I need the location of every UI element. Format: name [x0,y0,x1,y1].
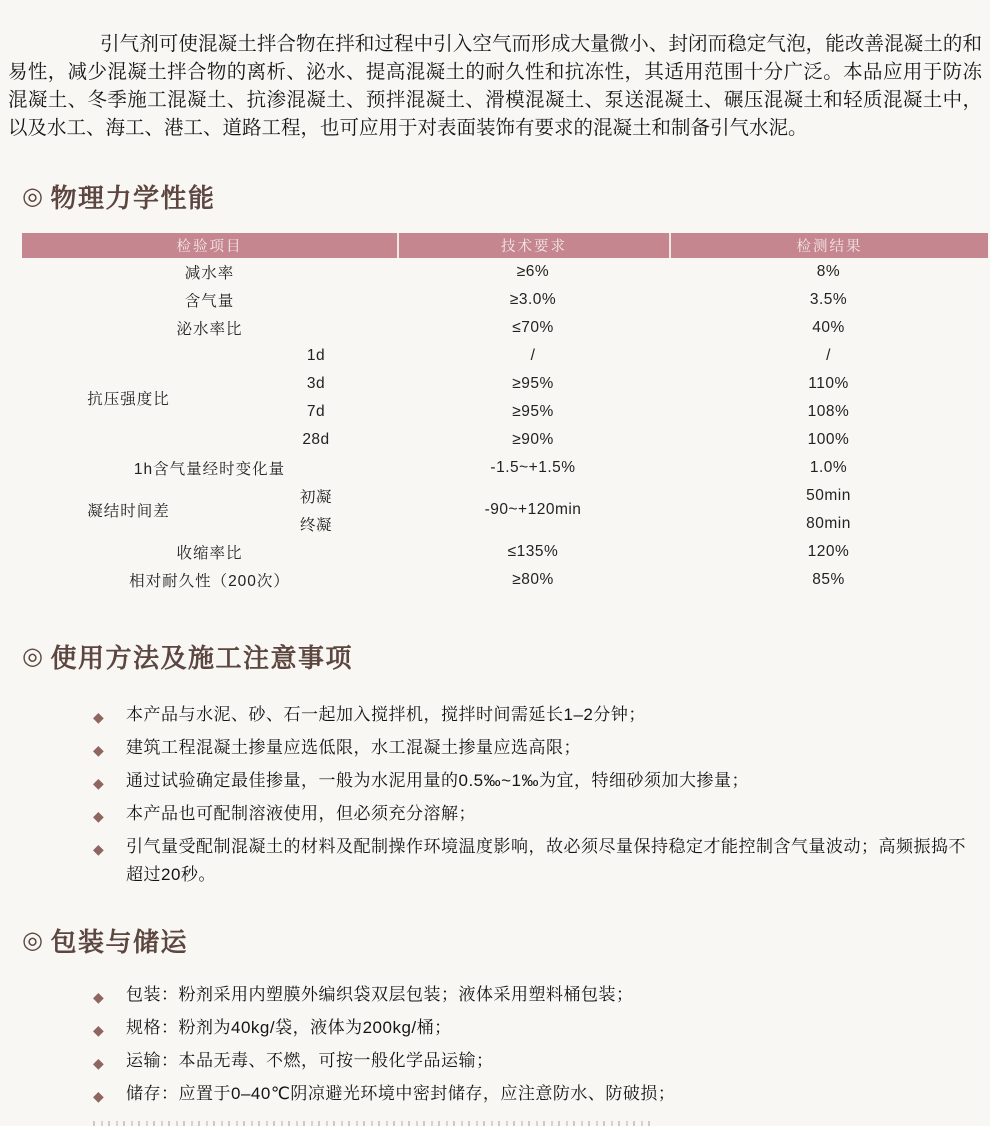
cell-result: 108% [807,403,850,420]
packaging-notes-list [8,979,982,1111]
cell-requirement: -1.5~+1.5% [490,459,576,476]
cell-requirement: ≥95% [512,375,554,392]
diamond-bullet-icon: ◆ [93,742,105,758]
diamond-bullet-icon: ◆ [93,808,105,824]
table-row-air-change-1h [22,454,988,482]
cell-result: 85% [812,571,845,588]
table-header-row [22,233,988,258]
table-row-setting-initial [22,482,988,510]
intro-paragraph: 引气剂可使混凝土拌合物在拌和过程中引入空气而形成大量微小、封闭而稳定气泡，能改善混凝土的和易性，减少混凝土拌合物的离析、泌水、提高混凝土的耐久性和抗冻性，其适用范围十分广泛。本品应用于防冻混凝土、冬季施工混凝土、抗渗混凝土、预拌混凝土、滑模混凝土、泵送混凝土、碾压混凝土和轻质混凝土中，以及水工、海工、港工、道路工程，也可应用于对表面装饰有要求的混凝土和制备引气水泥。 [8,33,982,139]
list-item-text: 包装：粉剂采用内塑膜外编织袋双层包装；液体采用塑料桶包装； [126,985,634,1004]
diamond-bullet-icon: ◆ [93,709,105,725]
usage-notes-list [8,699,982,892]
diamond-bullet-icon: ◆ [93,841,105,857]
cell-item: 相对耐久性（200次） [129,573,290,590]
cell-item: 减水率 [184,265,235,282]
cell-item: 含气量 [184,293,235,310]
section-marker-icon: ◎ [22,643,45,670]
diamond-bullet-icon: ◆ [93,775,105,791]
cell-item: 泌水率比 [176,321,243,338]
list-item [93,831,982,892]
cell-result: 100% [807,431,850,448]
cell-result: 8% [816,263,841,280]
diamond-bullet-icon: ◆ [93,1055,105,1071]
cell-result: 80min [806,515,851,532]
diamond-bullet-icon: ◆ [93,989,105,1005]
cell-requirement: / [530,347,536,364]
list-item-text: 本产品与水泥、砂、石一起加入搅拌机，搅拌时间需延长1–2分钟； [126,705,646,724]
cell-result: 3.5% [809,291,848,308]
table-row-shrinkage [22,538,988,566]
table-row-compressive-1d [22,342,988,370]
list-item-text: 运输：本品无毒、不燃，可按一般化学品运输； [126,1051,494,1070]
cell-age: 1d [306,347,326,364]
list-item-text: 储存：应置于0–40℃阴凉避光环境中密封储存，应注意防水、防破损； [126,1084,676,1103]
list-item [93,798,982,831]
list-item-text: 建筑工程混凝土掺量应选低限，水工混凝土掺量应选高限； [126,738,581,757]
table-row-bleeding-ratio [22,314,988,342]
diamond-bullet-icon: ◆ [93,1088,105,1104]
table-row-durability [22,566,988,594]
cell-age: 28d [302,431,330,448]
cell-result: 110% [808,375,849,392]
cell-requirement: ≥90% [512,431,554,448]
list-item [93,1078,982,1111]
performance-table [22,233,988,594]
section-title-physical [22,178,982,215]
header-cell-item: 检验项目 [22,233,397,258]
section-marker-icon: ◎ [22,183,45,210]
cell-requirement: ≥6% [516,263,550,280]
list-item-text: 引气量受配制混凝土的材料及配制操作环境温度影响，故必须尽量保持稳定才能控制含气量波动；高频振捣不超过20秒。 [126,837,966,884]
cell-item-compressive: 抗压强度比 [87,391,170,408]
list-item [93,1045,982,1078]
cell-item: 收缩率比 [176,545,243,562]
cell-result: / [826,347,831,364]
cell-age: 7d [306,403,326,420]
cell-requirement: ≤135% [507,543,559,560]
cell-age: 3d [306,375,326,392]
list-item [93,979,982,1012]
cell-result: 50min [806,487,851,504]
cell-stage: 终凝 [299,517,332,534]
cell-item: 1h含气量经时变化量 [133,461,286,478]
section-title-packaging-text: 包装与储运 [50,927,188,957]
cell-stage: 初凝 [299,489,332,506]
section-title-packaging [22,922,982,959]
cell-requirement: ≥95% [512,403,554,420]
section-title-usage-text: 使用方法及施工注意事项 [50,643,353,673]
list-item-text: 通过试验确定最佳掺量，一般为水泥用量的0.5‰~1‰为宜，特细砂须加大掺量； [126,771,750,790]
section-title-physical-text: 物理力学性能 [50,183,216,213]
diamond-bullet-icon: ◆ [93,1022,105,1038]
section-title-usage [22,638,982,675]
table-row-water-reduction [22,258,988,286]
table-row-air-content [22,286,988,314]
section-marker-icon: ◎ [22,927,45,954]
header-cell-result: 检测结果 [669,233,988,258]
truncated-bottom-line [93,1121,653,1126]
header-cell-requirement: 技术要求 [397,233,669,258]
list-item [93,1012,982,1045]
cell-requirement-setting-time: -90~+120min [484,501,582,518]
cell-result: 40% [812,319,845,336]
cell-requirement: ≥3.0% [509,291,557,308]
cell-requirement: ≤70% [512,319,554,336]
list-item [93,699,982,732]
list-item-text: 规格：粉剂为40kg/袋，液体为200kg/桶； [126,1018,452,1037]
cell-item-setting-time: 凝结时间差 [87,503,170,520]
cell-result: 1.0% [809,459,848,476]
list-item-text: 本产品也可配制溶液使用，但必须充分溶解； [126,804,476,823]
cell-result: 120% [807,543,850,560]
list-item [93,765,982,798]
cell-requirement: ≥80% [512,571,554,588]
list-item [93,732,982,765]
